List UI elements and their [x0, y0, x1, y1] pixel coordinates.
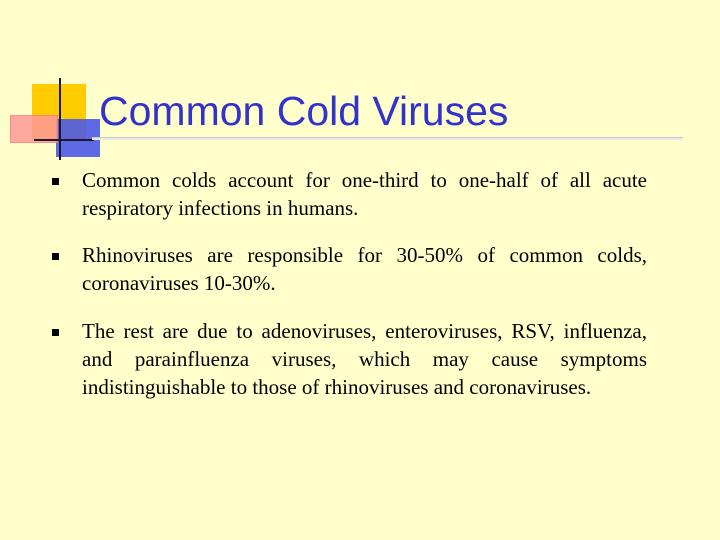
square-bullet-icon [52, 253, 59, 260]
title-underline [92, 137, 683, 140]
logo-vertical-line [59, 78, 61, 160]
logo-horizontal-line [34, 139, 94, 141]
square-bullet-icon [52, 178, 59, 185]
list-item [0, 317, 647, 401]
list-item [0, 166, 647, 222]
bullet-text: The rest are due to adenoviruses, enteroviruses, RSV, influenza, and parainfluenza viruses, which may cause symptoms indistinguishable to those of rhinoviruses and coronaviruses. [82, 319, 647, 399]
slide-title: Common Cold Viruses [99, 88, 509, 134]
list-item [0, 241, 647, 297]
bullet-list [0, 166, 720, 420]
square-bullet-icon [52, 329, 59, 336]
bullet-text: Rhinoviruses are responsible for 30-50% of common colds, coronaviruses 10-30%. [82, 243, 647, 295]
bullet-text: Common colds account for one-third to one-half of all acute respiratory infections in humans. [82, 168, 647, 220]
